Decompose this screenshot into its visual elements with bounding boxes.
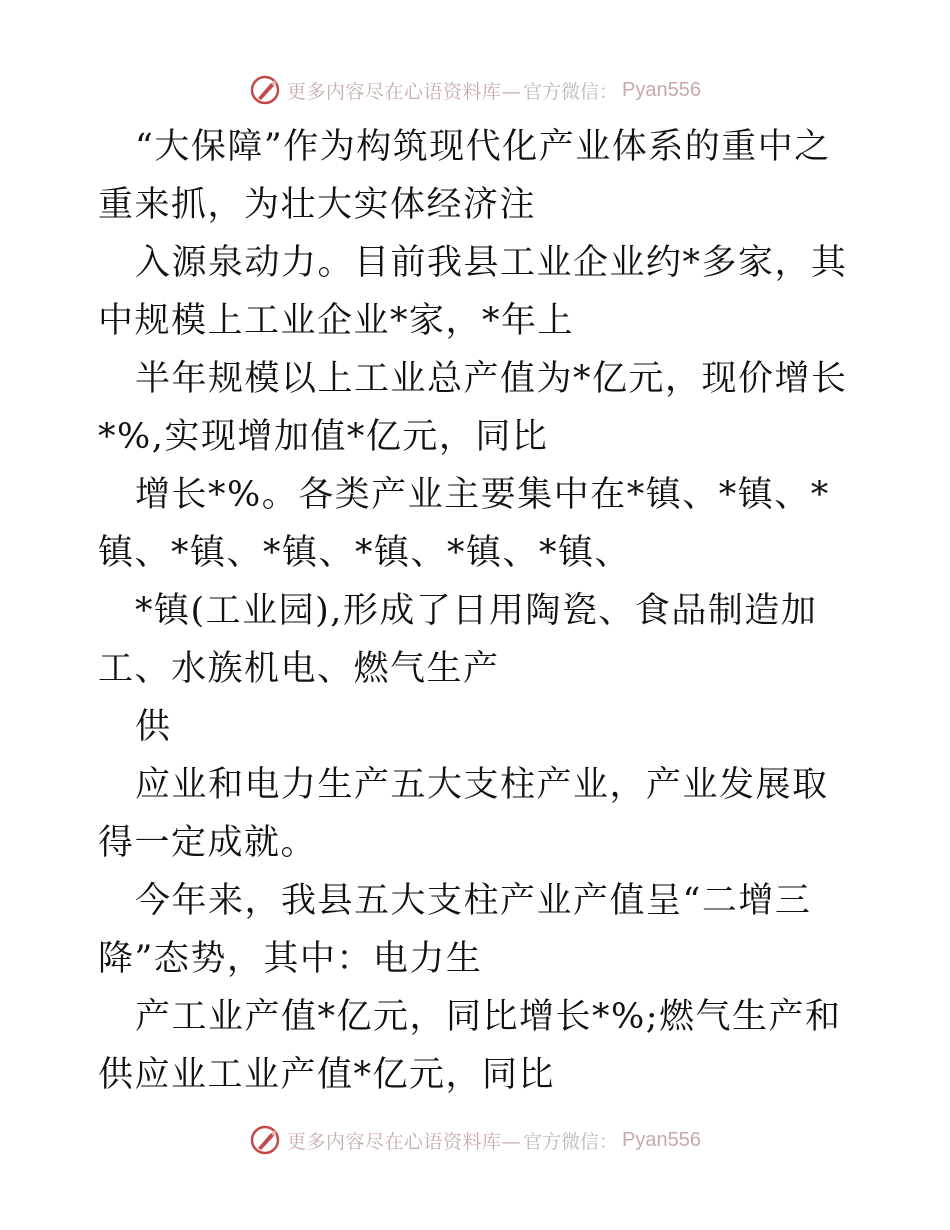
header-watermark (0, 72, 950, 108)
watermark-wechat-id: Pyan556 (622, 78, 701, 101)
quill-logo-icon (249, 74, 281, 106)
quill-logo-icon (249, 1124, 281, 1156)
document-body (98, 118, 858, 1104)
watermark-text: 更多内容尽在心语资料库— (287, 80, 522, 103)
paragraph: 应业和电力生产五大支柱产业，产业发展取得一定成就。 (98, 765, 829, 863)
watermark-wechat-label: 官方微信： (523, 80, 619, 103)
paragraph: 产工业产值*亿元，同比增长*%;燃气生产和供应业工业产值*亿元，同比 (98, 997, 842, 1095)
footer-watermark (0, 1122, 950, 1158)
paragraph: 供 (135, 707, 172, 747)
paragraph: 今年来，我县五大支柱产业产值呈“二增三降”态势，其中：电力生 (98, 881, 812, 979)
watermark-wechat-id: Pyan556 (622, 1128, 701, 1151)
watermark-wechat-label: 官方微信： (523, 1130, 619, 1153)
paragraph: “大保障”作为构筑现代化产业体系的重中之重来抓，为壮大实体经济注 (98, 127, 831, 225)
paragraph: 入源泉动力。目前我县工业企业约*多家，其中规模上工业企业*家，*年上 (98, 243, 848, 341)
paragraph: 半年规模以上工业总产值为*亿元，现价增长*%,实现增加值*亿元，同比 (98, 359, 848, 457)
paragraph: 增长*%。各类产业主要集中在*镇、*镇、*镇、*镇、*镇、*镇、*镇、*镇、 (98, 475, 830, 573)
paragraph: *镇(工业园),形成了日用陶瓷、食品制造加工、水族机电、燃气生产 (98, 591, 818, 689)
watermark-text: 更多内容尽在心语资料库— (287, 1130, 522, 1153)
